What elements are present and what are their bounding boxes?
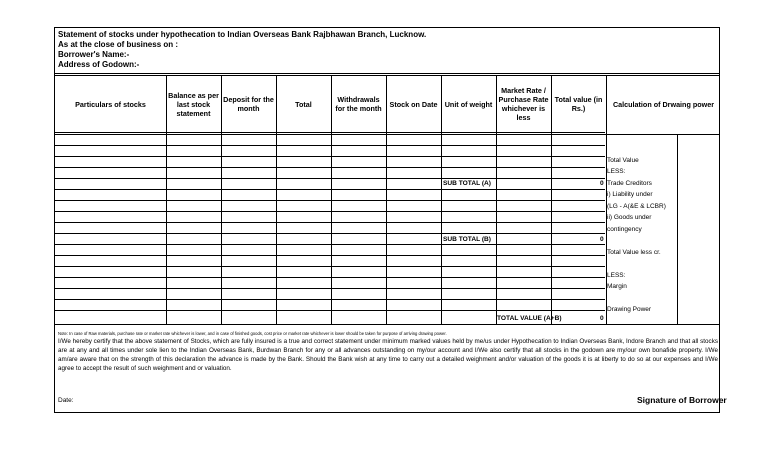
subtotal-b-value: 0	[600, 236, 604, 243]
table-row	[55, 145, 605, 146]
table-row	[55, 299, 605, 300]
calc-lg: (LG - A(&E & LCBR)	[607, 203, 666, 210]
col-header-total-value: Total value (in Rs.)	[554, 95, 603, 113]
subtotal-a-value: 0	[600, 180, 604, 187]
col-header-unit-of-weight: Unit of weight	[444, 99, 493, 109]
col-header-total: Total	[295, 99, 312, 109]
subtotal-a-label: SUB TOTAL (A)	[443, 180, 491, 187]
table-bottom-border	[55, 324, 719, 325]
table-row	[55, 233, 605, 234]
statement-title: Statement of stocks under hypothecation to Indian Overseas Bank Rajbhawan Branch, Lucknow.	[58, 30, 427, 39]
col-header-particulars: Particulars of stocks	[75, 99, 146, 109]
godown-address-label: Address of Godown:-	[58, 60, 140, 69]
header-bottom-border	[55, 132, 605, 133]
col-divider	[677, 135, 678, 324]
calc-drawing-power: Drawing Power	[607, 306, 652, 313]
total-value-label: TOTAL VALUE (A+B)	[497, 315, 562, 322]
col-header-stock-on-date: Stock on Date	[389, 99, 438, 109]
table-top-border	[55, 73, 719, 74]
table-row	[55, 211, 605, 212]
certification-text: I/We hereby certify that the above statement of Stocks, which are fully insured is a true and correct statement under minimum marked values held by me/us under Hypothecation to Indian Overseas Bank, Indore Branch and that all stocks are at any and all times under sole lien to the Indian Overseas Bank, Burdwan Branch for any or all advances outstanding on my/our account and I/We also certify that all stocks in the godown are my/our own bonafide property. I/We am/are aware that on the strength of this declaration the advance is made by the Bank. Should the Bank wish at any time to carry out a detailed weighment and/or valuation of the goods it is at liberty to do so at our expenses and I/We agree to accept the result of such weighment and or valuation.	[58, 338, 718, 372]
signature-label: Signature of Borrower	[637, 395, 727, 405]
calc-margin: Margin	[607, 283, 627, 290]
col-header-market-rate: Market Rate / Purchase Rate whichever is less	[498, 86, 549, 122]
table-row	[55, 310, 605, 311]
header-bottom-border-inner	[55, 134, 719, 135]
table-row	[55, 178, 605, 179]
table-row	[55, 266, 605, 267]
col-header-balance: Balance as per last stock statement	[168, 90, 219, 118]
col-header-drawing-power: Calculation of Drwaing power	[612, 99, 715, 109]
stock-statement-form	[54, 27, 727, 413]
calc-less: LESS:	[607, 168, 626, 175]
calc-less-2: LESS:	[607, 272, 626, 279]
table-row	[55, 288, 605, 289]
table-row	[55, 277, 605, 278]
calc-goods-under: ii) Goods under	[607, 214, 652, 221]
date-label: Date:	[58, 397, 74, 404]
table-row	[55, 222, 605, 223]
borrower-name-label: Borrower's Name:-	[58, 50, 130, 59]
table-row	[55, 189, 605, 190]
table-row	[55, 244, 605, 245]
calc-liability-under: i) Liability under	[607, 191, 653, 198]
col-header-withdrawals: Withdrawals for the month	[335, 95, 382, 113]
footnote: Note: In case of Raw materials, purchase rate or market rate whichever is lower, and in case of finished goods, cost price or market rate whichever is lower should be taken for purpose of arriving drawing power.	[58, 331, 447, 336]
total-value: 0	[600, 315, 604, 322]
table-row	[55, 167, 605, 168]
table-row	[55, 255, 605, 256]
col-header-deposit: Deposit for the month	[223, 95, 274, 113]
table-row	[55, 156, 605, 157]
close-of-business-label: As at the close of business on :	[58, 40, 179, 49]
subtotal-b-label: SUB TOTAL (B)	[443, 236, 491, 243]
table-row	[55, 200, 605, 201]
calc-contingency: contingency	[607, 226, 642, 233]
calc-total-value: Total Value	[607, 157, 639, 164]
calc-trade-creditors: Trade Creditors	[607, 180, 652, 187]
calc-total-less-cr: Total Value less cr.	[607, 249, 661, 256]
